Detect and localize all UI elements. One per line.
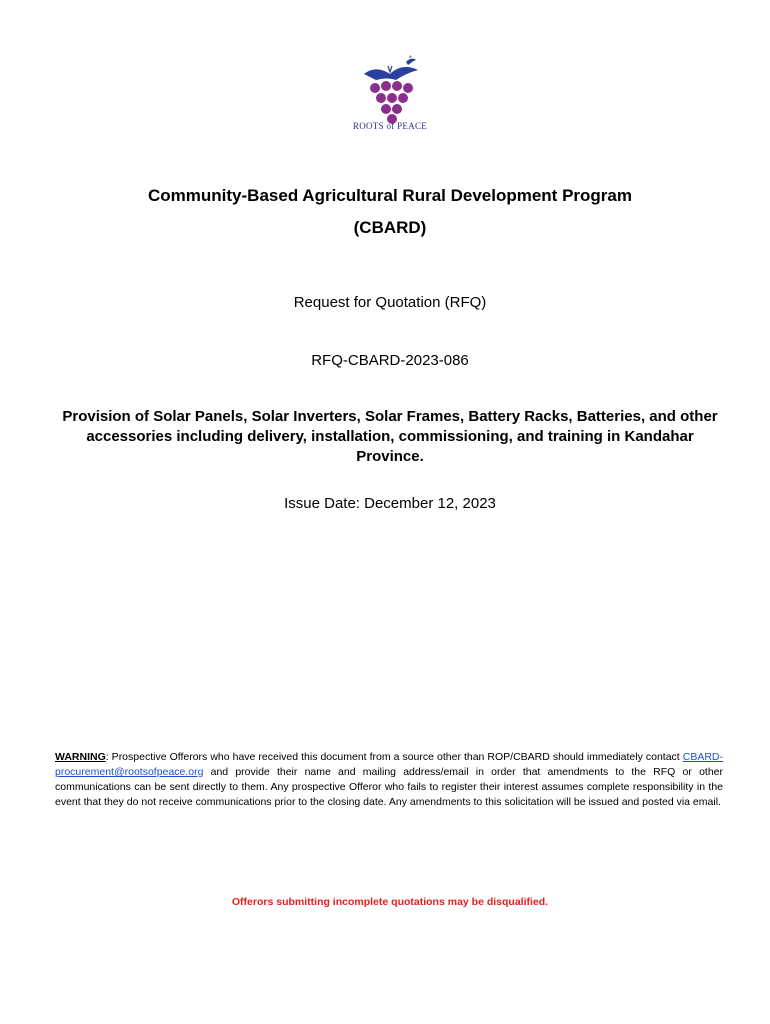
program-acronym: (CBARD) (353, 218, 427, 237)
procurement-email-link[interactable]: CBARD-procurement@rootsofpeace.org (55, 751, 723, 778)
warning-label: WARNING (55, 751, 106, 763)
rfq-number: RFQ-CBARD-2023-086 (311, 352, 469, 369)
logo-text: ROOTS of PEACE (352, 121, 428, 131)
program-title: Community-Based Agricultural Rural Development Program (148, 186, 632, 205)
rfq-label: Request for Quotation (RFQ) (293, 294, 487, 311)
warning-text-before-email: : Prospective Offerors who have received this document from a source other than ROP/CBARD should immediately contact (105, 751, 683, 763)
disqualification-note: Offerors submitting incomplete quotations may be disqualified. (231, 896, 549, 908)
rfq-description: Provision of Solar Panels, Solar Inverters, Solar Frames, Battery Racks, Batteries, and other accessories including delivery, installation, commissioning, and training in Kandahar Province. (62, 408, 718, 465)
warning-text-after-email: and provide their name and mailing address/email in order that amendments to the RFQ or other communications can be sent directly to them. Any prospective Offeror who fails to register their interest assumes complete responsibility in the event that they do not receive communications prior to the closing date. Any amendments to this solicitation will be issued and posted via email. (55, 766, 723, 808)
issue-date: Issue Date: December 12, 2023 (284, 495, 496, 512)
warning-paragraph (55, 750, 723, 810)
